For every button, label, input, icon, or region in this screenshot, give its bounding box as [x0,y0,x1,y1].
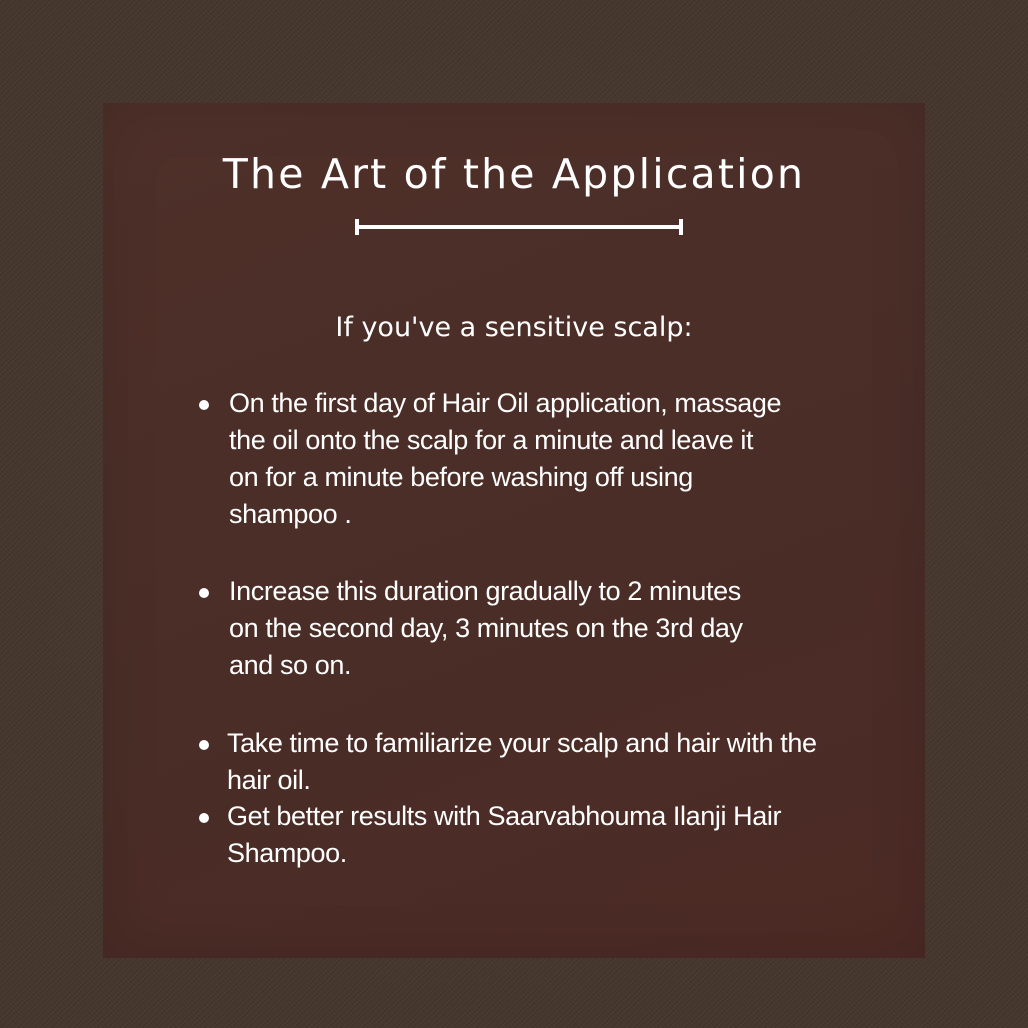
bullet-item-better-results [196,798,876,873]
bullet-text: Increase this duration gradually to 2 minutes on the second day, 3 minutes on the 3rd day and so on. [229,576,743,680]
bullet-text: Take time to familiarize your scalp and hair with the hair oil. [227,728,817,795]
bullet-item-first-day [196,385,836,535]
title-divider [355,219,683,235]
bullet-text: Get better results with Saarvabhouma Ilanji Hair Shampoo. [227,801,782,868]
divider-bar [355,225,683,229]
page-title: The Art of the Application [222,150,806,198]
bullet-icon [199,813,209,823]
bullet-item-increase-duration [196,573,836,685]
subtitle: If you've a sensitive scalp: [335,312,693,343]
bullet-icon [199,740,209,750]
bullet-icon [199,400,209,410]
bullet-text: On the first day of Hair Oil application, massage the oil onto the scalp for a minute and leave it on for a minute before washing off using shampoo . [229,388,782,529]
bullet-item-familiarize [196,725,876,800]
divider-right-cap [679,219,683,235]
bullet-icon [199,588,209,598]
